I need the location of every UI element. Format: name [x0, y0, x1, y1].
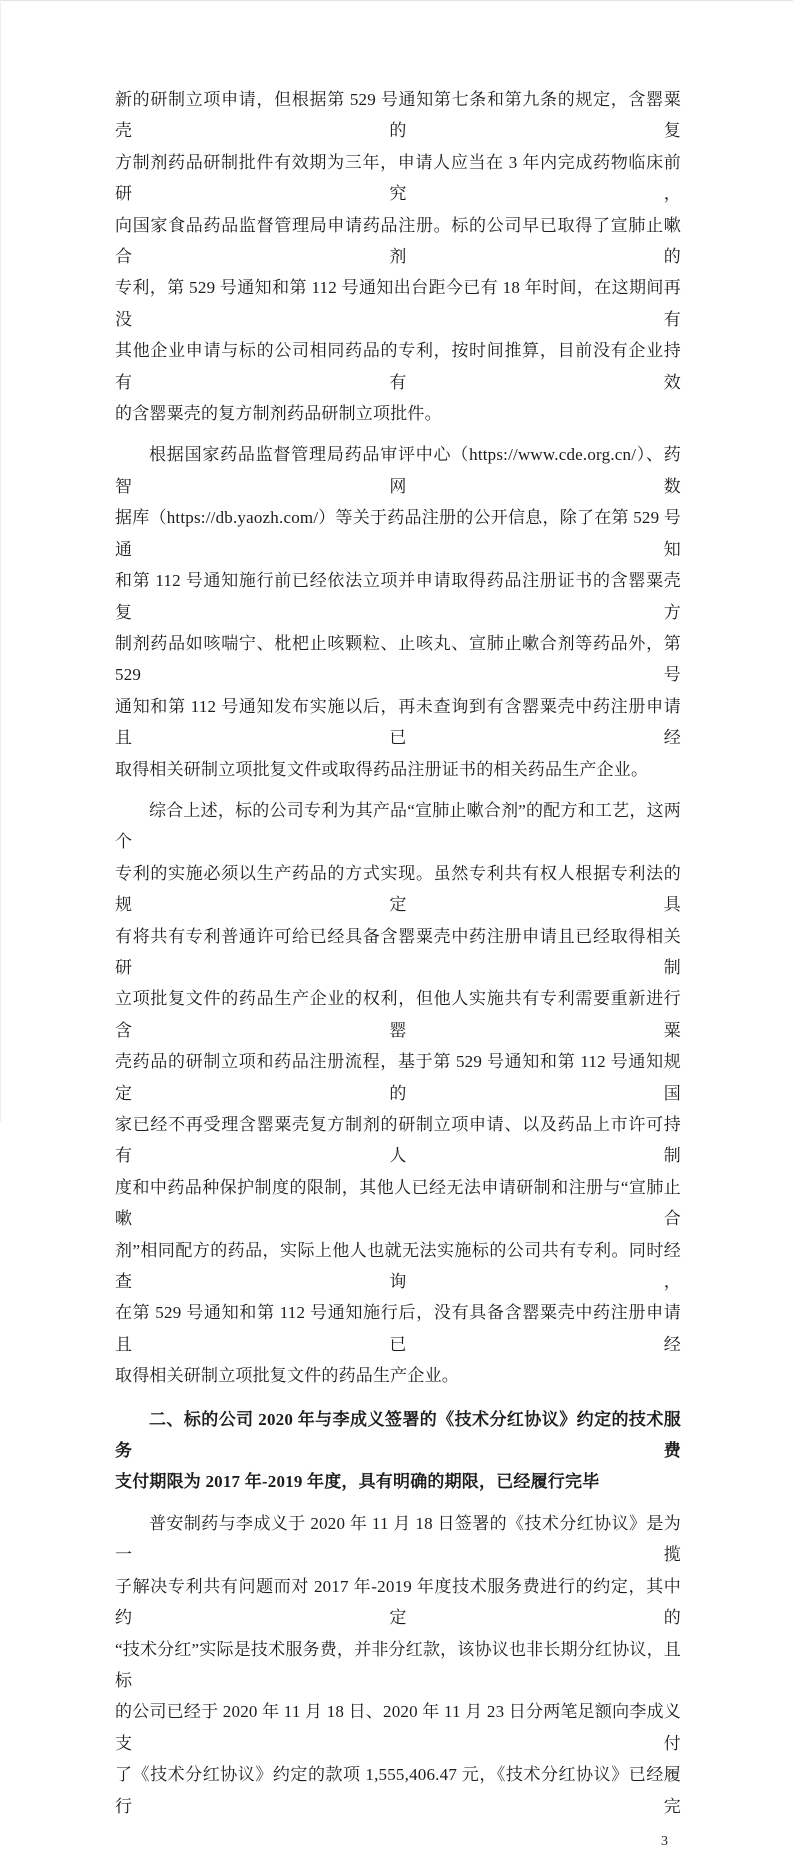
text-line: 的公司已经于 2020 年 11 月 18 日、2020 年 11 月 23 日分两笔足额向李成义支付	[115, 1702, 681, 1753]
text-line: 通知和第 112 号通知发布实施以后，再未查询到有含罂粟壳中药注册申请且已经	[115, 696, 681, 748]
text-line: 根据国家药品监督管理局药品审评中心（https://www.cde.org.cn/）、药智网数	[115, 445, 681, 496]
paragraph-registration-info	[115, 439, 681, 784]
text-line: 向国家食品药品监督管理局申请药品注册。标的公司早已取得了宣肺止嗽合剂的	[115, 215, 681, 267]
paragraph-conclusion	[115, 795, 681, 1392]
text-line: 新的研制立项申请，但根据第 529 号通知第七条和第九条的规定，含罂粟壳的复	[115, 90, 681, 141]
paragraph-dividend-agreement	[115, 1508, 681, 1822]
heading-line: 二、标的公司 2020 年与李成义签署的《技术分红协议》约定的技术服务费	[115, 1409, 681, 1461]
text-line: 在第 529 号通知和第 112 号通知施行后，没有具备含罂粟壳中药注册申请且已经	[115, 1303, 681, 1354]
heading-line: 支付期限为 2017 年-2019 年度，具有明确的期限，已经履行完毕	[115, 1472, 600, 1492]
text-line: 普安制药与李成义于 2020 年 11 月 18 日签署的《技术分红协议》是为一揽	[115, 1513, 681, 1565]
text-line: 取得相关研制立项批复文件的药品生产企业。	[115, 1366, 459, 1386]
text-line: 剂”相同配方的药品，实际上他人也就无法实施标的公司共有专利。同时经查询，	[115, 1240, 681, 1292]
text-line: 子解决专利共有问题而对 2017 年-2019 年度技术服务费进行的约定，其中约定的	[115, 1576, 681, 1628]
text-line: 壳药品的研制立项和药品注册流程，基于第 529 号通知和第 112 号通知规定的国	[115, 1052, 681, 1103]
text-line: 家已经不再受理含罂粟壳复方制剂的研制立项申请、以及药品上市许可持有人制	[115, 1115, 681, 1166]
text-line: 有将共有专利普通许可给已经具备含罂粟壳中药注册申请且已经取得相关研制	[115, 926, 681, 977]
text-line: 制剂药品如咳喘宁、枇杷止咳颗粒、止咳丸、宣肺止嗽合剂等药品外，第 529 号	[115, 633, 681, 685]
text-line: 和第 112 号通知施行前已经依法立项并申请取得药品注册证书的含罂粟壳复方	[115, 571, 681, 622]
text-line: 立项批复文件的药品生产企业的权利，但他人实施共有专利需要重新进行含罂粟	[115, 989, 681, 1040]
text-line: 取得相关研制立项批复文件或取得药品注册证书的相关药品生产企业。	[115, 759, 649, 779]
text-line: 综合上述，标的公司专利为其产品“宣肺止嗽合剂”的配方和工艺，这两个	[115, 800, 681, 852]
text-line: 度和中药品种保护制度的限制，其他人已经无法申请研制和注册与“宣肺止嗽合	[115, 1177, 681, 1229]
text-line: 据库（https://db.yaozh.com/）等关于药品注册的公开信息，除了在第 529 号通知	[115, 508, 681, 559]
text-line: 方制剂药品研制批件有效期为三年，申请人应当在 3 年内完成药物临床前研究，	[115, 152, 681, 204]
paragraph-continued	[115, 84, 681, 429]
text-line: 专利，第 529 号通知和第 112 号通知出台距今已有 18 年时间，在这期间再没有	[115, 278, 681, 329]
text-line: 的含罂粟壳的复方制剂药品研制立项批件。	[115, 404, 442, 424]
text-line: 了《技术分红协议》约定的款项 1,555,406.47 元，《技术分红协议》已经履行完	[115, 1765, 681, 1816]
text-line: 专利的实施必须以生产药品的方式实现。虽然专利共有权人根据专利法的规定具	[115, 863, 681, 915]
section-heading-2	[115, 1404, 681, 1498]
text-line: 其他企业申请与标的公司相同药品的专利，按时间推算，目前没有企业持有有效	[115, 341, 681, 392]
page-number: 3	[661, 1833, 668, 1849]
text-line: “技术分红”实际是技术服务费，并非分红款，该协议也非长期分红协议，且标	[115, 1639, 681, 1690]
